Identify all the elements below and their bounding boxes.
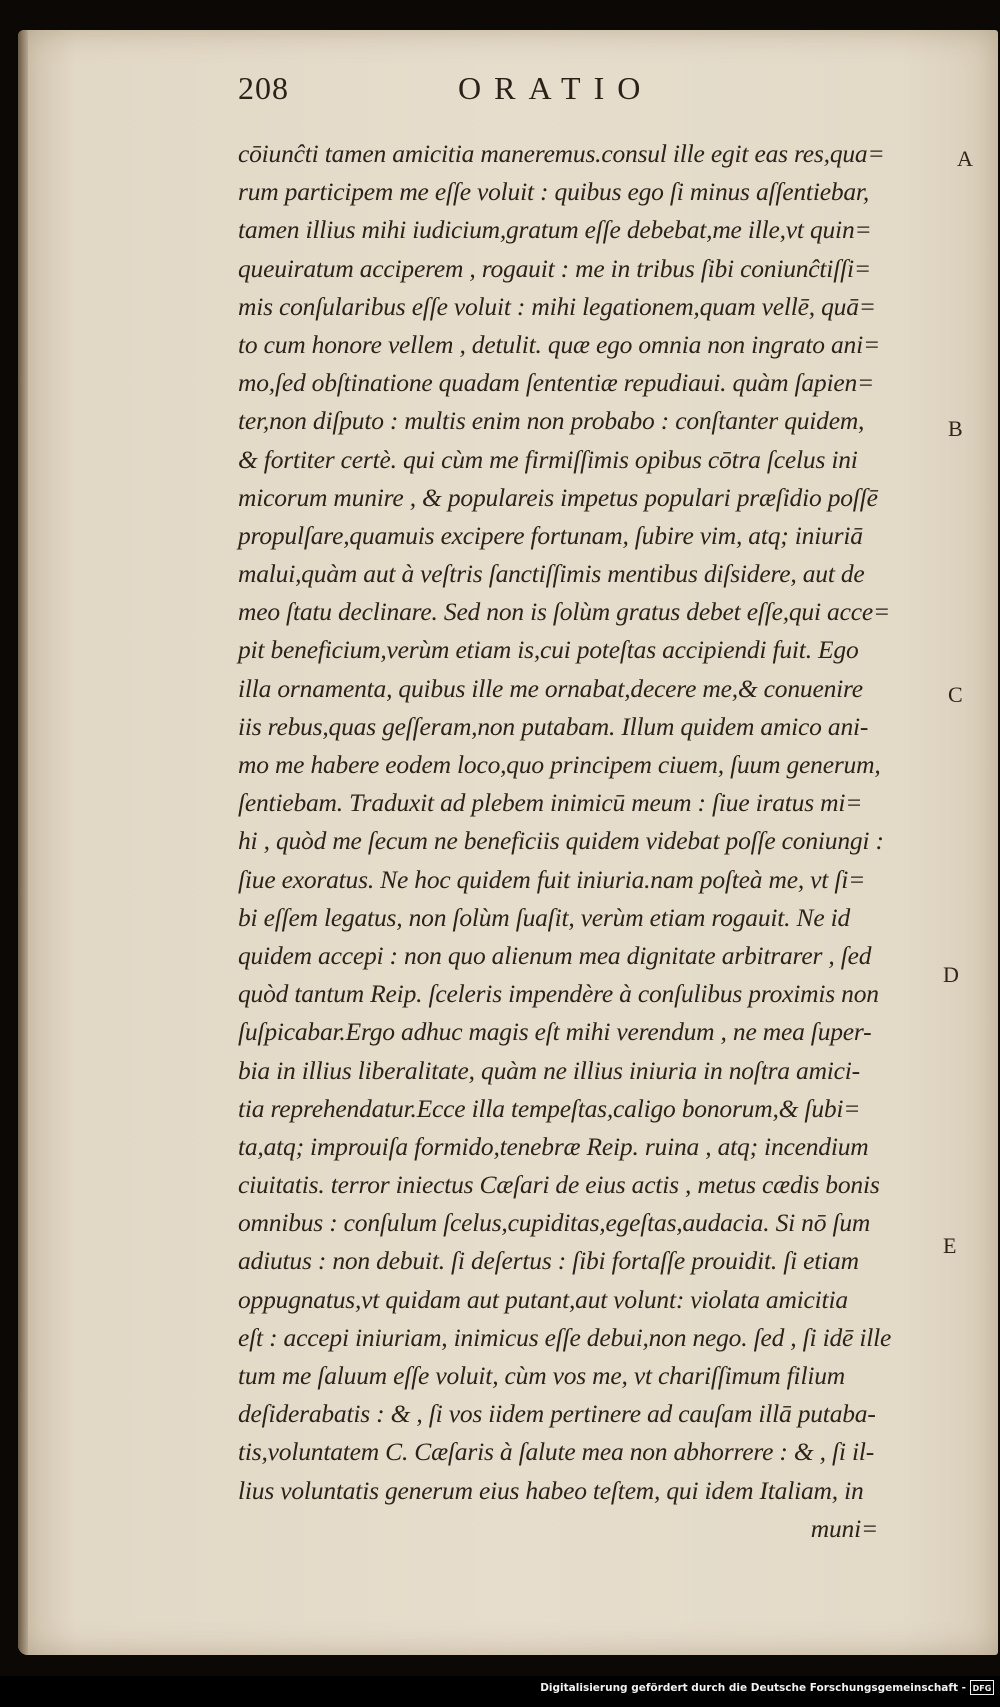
text-line: mo,ſed obſtinatione quadam ſententiæ repudiaui. quàm ſapien= xyxy=(238,368,875,398)
funding-credit: Digitalisierung gefördert durch die Deutsche Forschungsgemeinschaft - xyxy=(540,1682,966,1694)
running-head xyxy=(0,70,1000,110)
running-title: ORATIO xyxy=(458,70,654,106)
text-line: bia in illius liberalitate, quàm ne illius iniuria in noſtra amici- xyxy=(238,1055,860,1085)
margin-letter-e: E xyxy=(943,1233,957,1258)
text-line: ta,atq; improuiſa formido,tenebræ Reip. ruina , atq; incendium xyxy=(238,1131,869,1161)
page-number: 208 xyxy=(238,70,289,106)
text-line: bi eſſem legatus, non ſolùm ſuaſit, verùm etiam rogauit. Ne id xyxy=(238,902,851,932)
text-line: tum me ſaluum eſſe voluit, cùm vos me, vt chariſſimum filium xyxy=(238,1361,845,1390)
text-line: & fortiter certè. qui cùm me firmiſſimis opibus cōtra ſcelus ini xyxy=(238,444,858,474)
latin-text-block xyxy=(238,135,892,1548)
text-line: quòd tantum Reip. ſceleris impendère à conſulibus proximis non xyxy=(238,979,879,1009)
text-line: ter,non diſputo : multis enim non probabo : conſtanter quidem, xyxy=(238,406,865,436)
margin-letter-b: B xyxy=(948,416,963,441)
text-line: omnibus : conſulum ſcelus,cupiditas,egeſtas,audacia. Si nō ſum xyxy=(238,1208,871,1238)
text-line: ciuitatis. terror iniectus Cæſari de eius actis , metus cædis bonis xyxy=(238,1170,880,1200)
text-line: micorum munire , & populareis impetus populari præſidio poſſē xyxy=(238,482,878,512)
text-line: ſuſpicabar.Ergo adhuc magis eſt mihi verendum , ne mea ſuper- xyxy=(238,1017,872,1047)
text-line: ſiue exoratus. Ne hoc quidem fuit iniuria.nam poſteà me, vt ſi= xyxy=(238,864,866,894)
text-line: meo ſtatu declinare. Sed non is ſolùm gratus debet eſſe,qui acce= xyxy=(238,597,890,627)
text-line: eſt : accepi iniuriam, inimicus eſſe debui,non nego. ſed , ſi idē ille xyxy=(238,1322,892,1352)
text-line: propulſare,quamuis excipere fortunam, ſubire vim, atq; iniuriā xyxy=(238,520,863,550)
text-line: to cum honore vellem , detulit. quæ ego omnia non ingrato ani= xyxy=(238,329,880,359)
text-line: illa ornamenta, quibus ille me ornabat,decere me,& conuenire xyxy=(238,673,863,703)
margin-letter-a: A xyxy=(957,146,973,171)
text-line: iis rebus,quas geſſeram,non putabam. Illum quidem amico ani- xyxy=(238,711,869,741)
text-line: cōiunĉti tamen amicitia maneremus.consul ille egit eas res,qua= xyxy=(238,139,885,168)
text-line: tia reprehendatur.Ecce illa tempeſtas,caligo bonorum,& ſubi= xyxy=(238,1093,861,1123)
text-line: quidem accepi : non quo alienum mea dignitate arbitrarer , ſed xyxy=(238,940,872,970)
footer-bar xyxy=(0,1676,1000,1707)
text-line: ſentiebam. Traduxit ad plebem inimicū meum : ſiue iratus mi= xyxy=(238,788,863,818)
text-line: deſiderabatis : & , ſi vos iidem pertinere ad cauſam illā putaba- xyxy=(238,1399,876,1429)
text-line: adiutus : non debuit. ſi deſertus : ſibi fortaſſe prouidit. ſi etiam xyxy=(238,1246,859,1276)
margin-letter-c: C xyxy=(948,682,963,707)
dfg-logo-icon: DFG xyxy=(970,1680,994,1695)
text-line: tamen illius mihi iudicium,gratum eſſe debebat,me ille,vt quin= xyxy=(238,215,872,245)
text-line: mo me habere eodem loco,quo principem ciuem, ſuum generum, xyxy=(238,750,881,779)
text-line: mis conſularibus eſſe voluit : mihi legationem,quam vellē, quā= xyxy=(238,291,876,321)
text-line: malui,quàm aut à veſtris ſanctiſſimis mentibus diſsidere, aut de xyxy=(238,559,865,589)
margin-letter-d: D xyxy=(943,962,959,987)
text-line: rum participem me eſſe voluit : quibus ego ſi minus aſſentiebar, xyxy=(238,177,869,207)
text-line: queuiratum acciperem , rogauit : me in tribus ſibi coniunĉtiſſi= xyxy=(238,253,871,283)
page-edge xyxy=(18,30,28,1655)
text-line: oppugnatus,vt quidam aut putant,aut volunt: violata amicitia xyxy=(238,1284,848,1314)
text-line: lius voluntatis generum eius habeo teſtem, qui idem Italiam, in xyxy=(238,1475,864,1505)
text-line: hi , quòd me ſecum ne beneficiis quidem videbat poſſe coniungi : xyxy=(238,826,884,856)
catchword: muni= xyxy=(810,1513,878,1543)
text-line: pit beneficium,verùm etiam is,cui poteſtas accipiendi fuit. Ego xyxy=(238,635,859,665)
text-line: tis,voluntatem C. Cæſaris à ſalute mea non abhorrere : & , ſi il- xyxy=(238,1437,875,1467)
